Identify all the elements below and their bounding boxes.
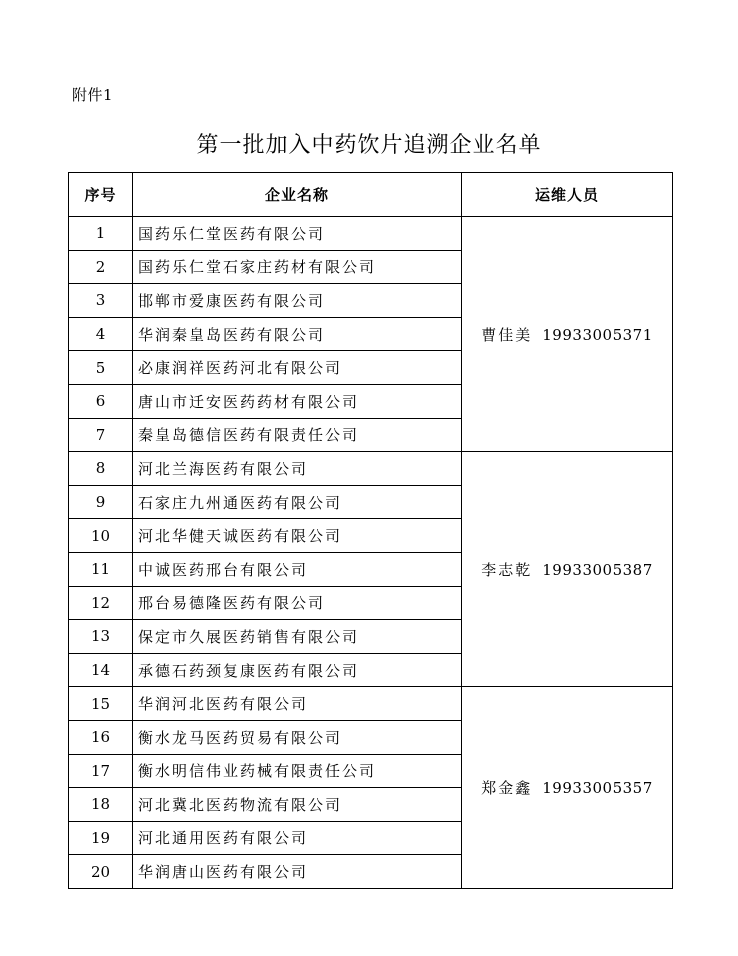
staff-phone: 19933005371 [542,325,653,344]
staff-name: 曹佳美 [481,325,533,344]
serial-number-cell: 20 [69,855,133,889]
serial-number-cell: 6 [69,384,133,418]
serial-number-cell: 11 [69,552,133,586]
enterprise-name-cell: 华润河北医药有限公司 [133,687,462,721]
enterprise-name-cell: 国药乐仁堂石家庄药材有限公司 [133,250,462,284]
table-body [69,217,673,889]
enterprise-table [68,172,673,889]
serial-number-cell: 15 [69,687,133,721]
serial-number-cell: 9 [69,485,133,519]
table-row [69,687,673,721]
serial-number-cell: 12 [69,586,133,620]
enterprise-name-cell: 华润秦皇岛医药有限公司 [133,317,462,351]
serial-number-cell: 3 [69,284,133,318]
serial-number-cell: 7 [69,418,133,452]
enterprise-name-cell: 河北冀北医药物流有限公司 [133,788,462,822]
enterprise-name-cell: 邯郸市爱康医药有限公司 [133,284,462,318]
table-header-row [69,173,673,217]
serial-number-cell: 10 [69,519,133,553]
enterprise-name-cell: 秦皇岛德信医药有限责任公司 [133,418,462,452]
serial-number-cell: 17 [69,754,133,788]
enterprise-name-cell: 河北通用医药有限公司 [133,821,462,855]
enterprise-name-cell: 华润唐山医药有限公司 [133,855,462,889]
enterprise-name-cell: 邢台易德隆医药有限公司 [133,586,462,620]
staff-name: 李志乾 [481,560,533,579]
maintenance-staff-cell [462,452,673,687]
serial-number-cell: 8 [69,452,133,486]
staff-name: 郑金鑫 [481,779,533,798]
header-serial-number: 序号 [69,173,133,217]
enterprise-name-cell: 中诚医药邢台有限公司 [133,552,462,586]
enterprise-name-cell: 必康润祥医药河北有限公司 [133,351,462,385]
document-title: 第一批加入中药饮片追溯企业名单 [196,133,542,158]
staff-phone: 19933005357 [542,779,653,798]
serial-number-cell: 1 [69,217,133,251]
serial-number-cell: 13 [69,620,133,654]
table-row [69,217,673,251]
staff-phone: 19933005387 [542,560,653,579]
enterprise-name-cell: 衡水龙马医药贸易有限公司 [133,720,462,754]
enterprise-name-cell: 承德石药颈复康医药有限公司 [133,653,462,687]
enterprise-name-cell: 衡水明信伟业药械有限责任公司 [133,754,462,788]
serial-number-cell: 16 [69,720,133,754]
serial-number-cell: 19 [69,821,133,855]
enterprise-name-cell: 石家庄九州通医药有限公司 [133,485,462,519]
serial-number-cell: 14 [69,653,133,687]
enterprise-name-cell: 保定市久展医药销售有限公司 [133,620,462,654]
header-enterprise-name: 企业名称 [133,173,462,217]
serial-number-cell: 18 [69,788,133,822]
maintenance-staff-cell [462,687,673,889]
serial-number-cell: 4 [69,317,133,351]
attachment-label: 附件1 [72,86,114,104]
maintenance-staff-cell [462,217,673,452]
enterprise-name-cell: 国药乐仁堂医药有限公司 [133,217,462,251]
table-row [69,452,673,486]
serial-number-cell: 5 [69,351,133,385]
enterprise-name-cell: 唐山市迁安医药药材有限公司 [133,384,462,418]
enterprise-name-cell: 河北华健天诚医药有限公司 [133,519,462,553]
enterprise-name-cell: 河北兰海医药有限公司 [133,452,462,486]
serial-number-cell: 2 [69,250,133,284]
header-maintenance-staff: 运维人员 [462,173,673,217]
